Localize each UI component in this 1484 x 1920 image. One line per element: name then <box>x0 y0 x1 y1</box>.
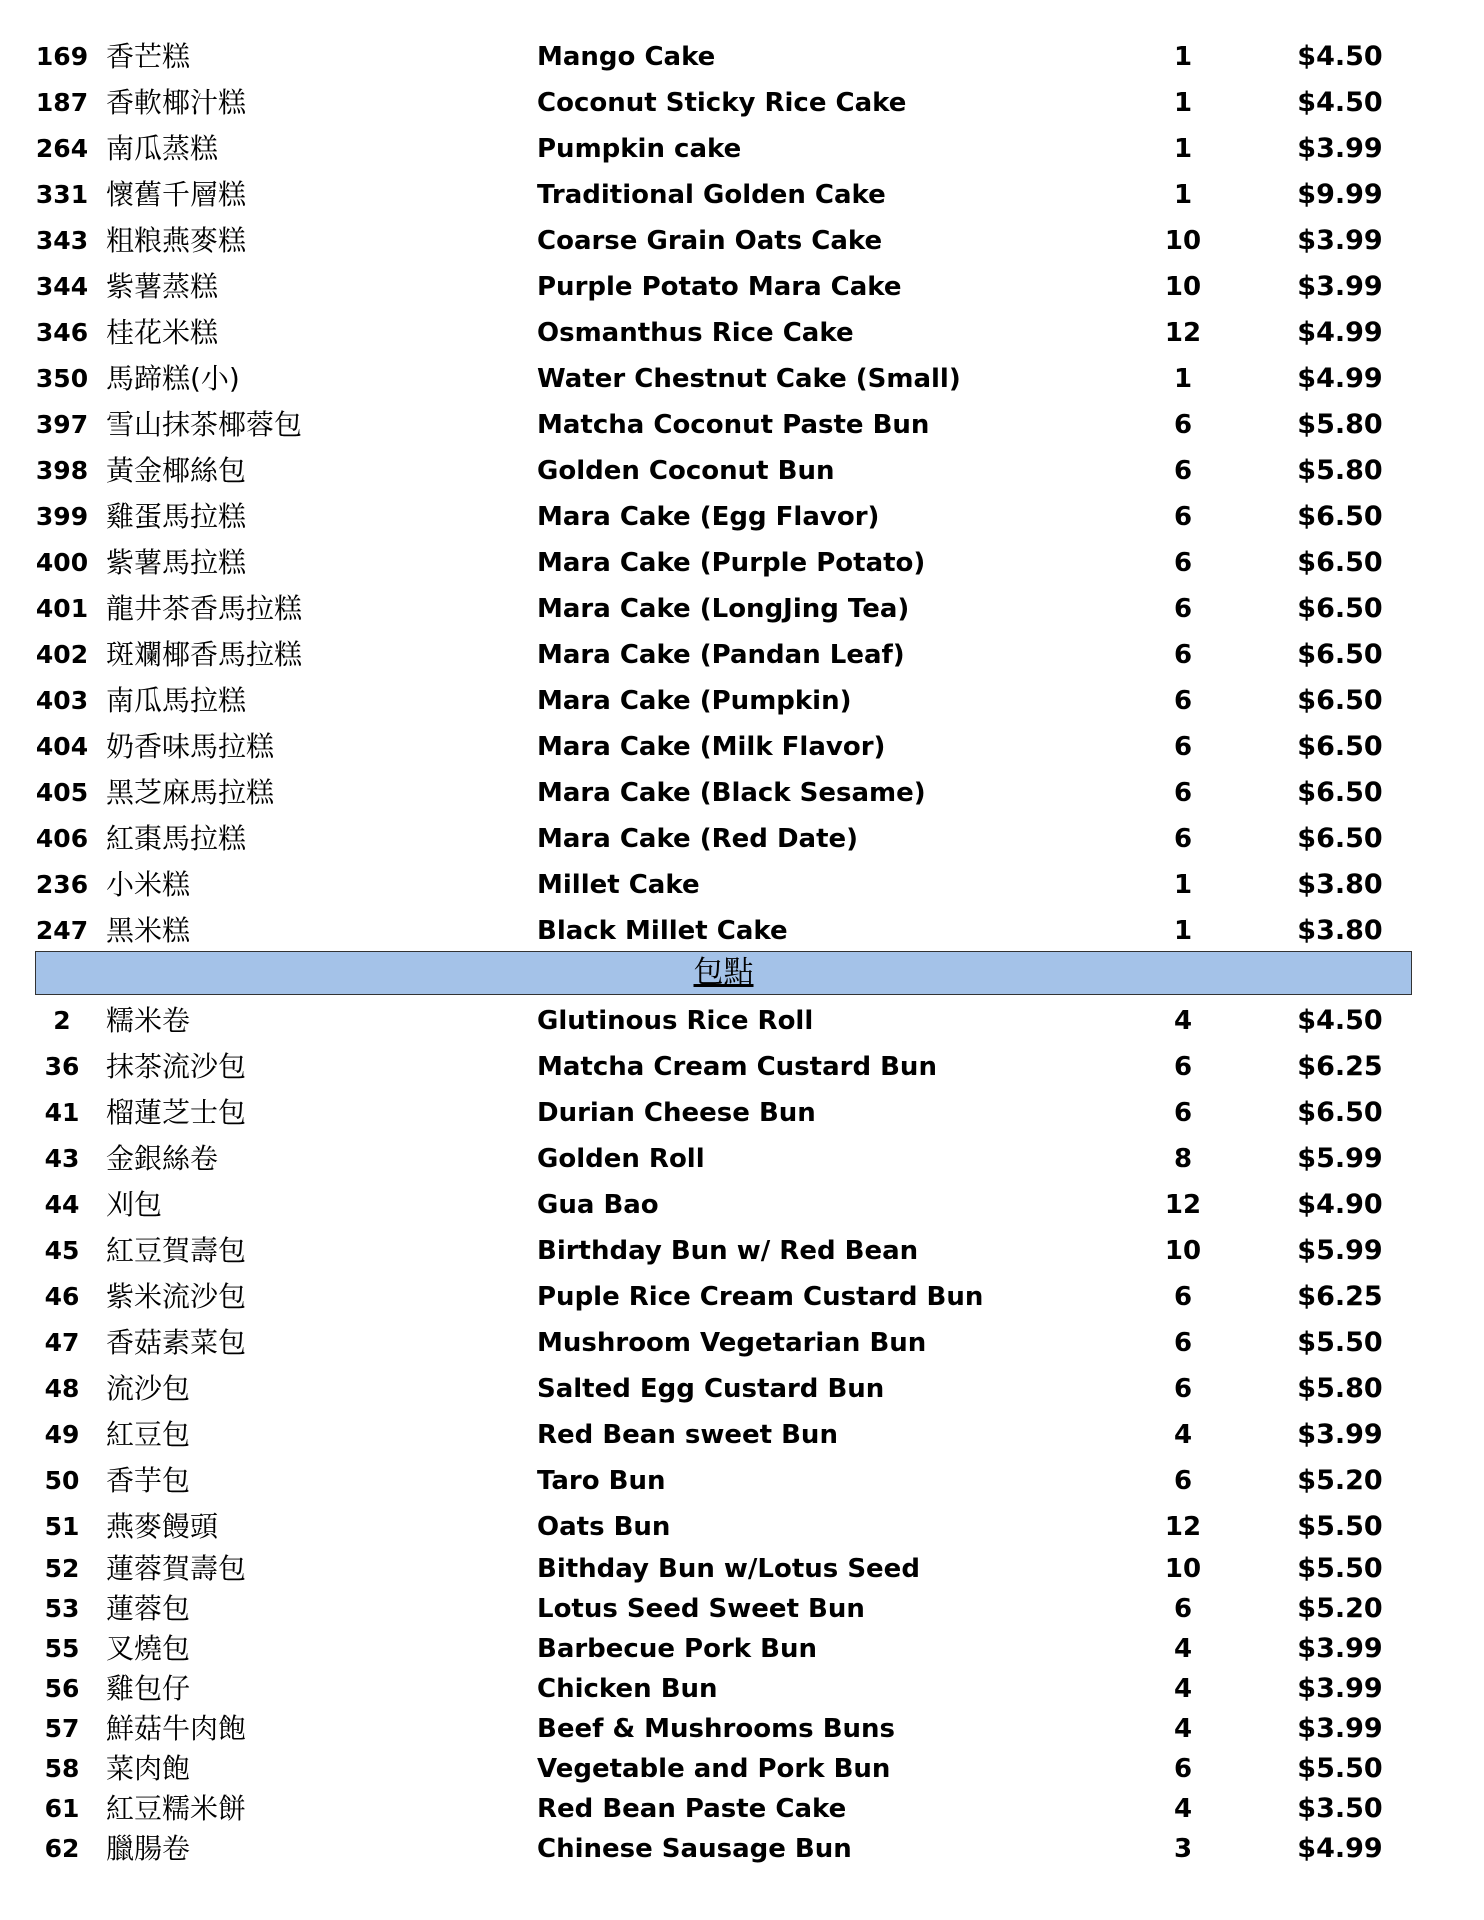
item-english-name: Barbecue Pork Bun <box>537 1634 817 1664</box>
item-price: $6.50 <box>1297 501 1383 532</box>
item-english-name: Coarse Grain Oats Cake <box>537 226 883 256</box>
item-number: 56 <box>44 1674 80 1703</box>
item-price: $6.50 <box>1297 639 1383 670</box>
item-chinese-name: 紅豆糯米餅 <box>106 1792 247 1825</box>
item-price: $3.80 <box>1297 869 1383 900</box>
item-chinese-name: 懷舊千層糕 <box>106 178 247 211</box>
item-price: $3.80 <box>1297 915 1383 946</box>
item-chinese-name: 刈包 <box>106 1188 163 1221</box>
item-quantity: 1 <box>1173 134 1193 164</box>
item-quantity: 4 <box>1173 1006 1193 1036</box>
item-english-name: Black Millet Cake <box>537 916 788 946</box>
item-quantity: 10 <box>1164 1554 1202 1584</box>
item-chinese-name: 蓮蓉賀壽包 <box>106 1552 247 1585</box>
item-english-name: Water Chestnut Cake (Small) <box>537 364 961 394</box>
menu-item-row <box>0 1706 1484 1746</box>
item-chinese-name: 香軟椰汁糕 <box>106 86 247 119</box>
item-chinese-name: 抹茶流沙包 <box>106 1050 247 1083</box>
menu-item-row <box>0 448 1484 494</box>
item-chinese-name: 馬蹄糕(小) <box>106 362 240 395</box>
item-price: $4.50 <box>1297 1005 1383 1036</box>
item-quantity: 6 <box>1173 1374 1193 1404</box>
menu-item-row <box>0 310 1484 356</box>
item-quantity: 6 <box>1173 548 1193 578</box>
menu-item-row <box>0 1546 1484 1586</box>
item-number: 47 <box>44 1328 80 1357</box>
item-price: $6.50 <box>1297 593 1383 624</box>
item-chinese-name: 蓮蓉包 <box>106 1592 191 1625</box>
item-number: 187 <box>35 88 89 117</box>
item-english-name: Chinese Sausage Bun <box>537 1834 852 1864</box>
item-quantity: 4 <box>1173 1794 1193 1824</box>
menu-item-row <box>0 80 1484 126</box>
item-quantity: 6 <box>1173 1282 1193 1312</box>
item-english-name: Traditional Golden Cake <box>537 180 886 210</box>
section-header-title: 包點 <box>693 955 754 990</box>
item-price: $4.50 <box>1297 41 1383 72</box>
item-english-name: Golden Coconut Bun <box>537 456 835 486</box>
item-quantity: 6 <box>1173 778 1193 808</box>
item-price: $3.99 <box>1297 133 1383 164</box>
item-chinese-name: 叉燒包 <box>106 1632 191 1665</box>
item-quantity: 6 <box>1173 1098 1193 1128</box>
menu-item-row <box>0 1458 1484 1504</box>
item-quantity: 12 <box>1164 318 1202 348</box>
item-chinese-name: 香芒糕 <box>106 40 191 73</box>
menu-item-row <box>0 34 1484 80</box>
item-quantity: 6 <box>1173 1594 1193 1624</box>
item-price: $6.50 <box>1297 547 1383 578</box>
item-english-name: Beef & Mushrooms Buns <box>537 1714 896 1744</box>
item-price: $6.50 <box>1297 731 1383 762</box>
item-english-name: Mara Cake (Milk Flavor) <box>537 732 886 762</box>
item-number: 400 <box>35 548 89 577</box>
item-chinese-name: 糯米卷 <box>106 1004 191 1037</box>
item-price: $3.50 <box>1297 1793 1383 1824</box>
menu-item-row <box>0 540 1484 586</box>
item-quantity: 12 <box>1164 1512 1202 1542</box>
item-quantity: 6 <box>1173 456 1193 486</box>
item-price: $5.20 <box>1297 1465 1383 1496</box>
item-chinese-name: 流沙包 <box>106 1372 191 1405</box>
menu-item-row <box>0 1090 1484 1136</box>
item-chinese-name: 黃金椰絲包 <box>106 454 247 487</box>
item-number: 399 <box>35 502 89 531</box>
item-english-name: Bithday Bun w/Lotus Seed <box>537 1554 920 1584</box>
menu-item-row <box>0 218 1484 264</box>
item-number: 403 <box>35 686 89 715</box>
item-chinese-name: 粗粮燕麥糕 <box>106 224 247 257</box>
item-quantity: 10 <box>1164 272 1202 302</box>
item-price: $5.99 <box>1297 1235 1383 1266</box>
item-number: 405 <box>35 778 89 807</box>
item-number: 61 <box>44 1794 80 1823</box>
item-number: 343 <box>35 226 89 255</box>
item-english-name: Puple Rice Cream Custard Bun <box>537 1282 984 1312</box>
item-chinese-name: 菜肉飽 <box>106 1752 191 1785</box>
item-chinese-name: 奶香味馬拉糕 <box>106 730 275 763</box>
item-quantity: 4 <box>1173 1674 1193 1704</box>
item-chinese-name: 紅豆賀壽包 <box>106 1234 247 1267</box>
item-quantity: 10 <box>1164 226 1202 256</box>
cakes-section <box>0 34 1484 954</box>
item-english-name: Millet Cake <box>537 870 700 900</box>
item-english-name: Gua Bao <box>537 1190 659 1220</box>
item-quantity: 1 <box>1173 364 1193 394</box>
item-chinese-name: 紅棗馬拉糕 <box>106 822 247 855</box>
item-english-name: Mara Cake (Red Date) <box>537 824 859 854</box>
section-header-band <box>35 951 1412 995</box>
menu-item-row <box>0 402 1484 448</box>
menu-item-row <box>0 1746 1484 1786</box>
menu-item-row <box>0 1182 1484 1228</box>
item-chinese-name: 紅豆包 <box>106 1418 191 1451</box>
item-quantity: 4 <box>1173 1714 1193 1744</box>
item-chinese-name: 雞包仔 <box>106 1672 191 1705</box>
item-quantity: 6 <box>1173 1052 1193 1082</box>
item-english-name: Red Bean Paste Cake <box>537 1794 847 1824</box>
item-price: $3.99 <box>1297 225 1383 256</box>
menu-item-row <box>0 816 1484 862</box>
item-price: $6.25 <box>1297 1051 1383 1082</box>
menu-item-row <box>0 172 1484 218</box>
buns-section <box>0 998 1484 1866</box>
item-english-name: Durian Cheese Bun <box>537 1098 816 1128</box>
menu-item-row <box>0 724 1484 770</box>
item-quantity: 6 <box>1173 502 1193 532</box>
item-chinese-name: 小米糕 <box>106 868 191 901</box>
item-quantity: 1 <box>1173 916 1193 946</box>
item-number: 401 <box>35 594 89 623</box>
item-price: $3.99 <box>1297 1673 1383 1704</box>
menu-item-row <box>0 1274 1484 1320</box>
menu-item-row <box>0 1366 1484 1412</box>
menu-item-row <box>0 356 1484 402</box>
item-price: $3.99 <box>1297 271 1383 302</box>
menu-item-row <box>0 1320 1484 1366</box>
item-english-name: Mara Cake (Pandan Leaf) <box>537 640 905 670</box>
item-price: $6.50 <box>1297 823 1383 854</box>
item-number: 397 <box>35 410 89 439</box>
item-chinese-name: 南瓜蒸糕 <box>106 132 219 165</box>
item-number: 49 <box>44 1420 80 1449</box>
menu-item-row <box>0 632 1484 678</box>
item-price: $9.99 <box>1297 179 1383 210</box>
item-price: $3.99 <box>1297 1419 1383 1450</box>
item-number: 48 <box>44 1374 80 1403</box>
menu-item-row <box>0 862 1484 908</box>
item-english-name: Osmanthus Rice Cake <box>537 318 854 348</box>
item-price: $6.50 <box>1297 777 1383 808</box>
item-quantity: 6 <box>1173 824 1193 854</box>
item-english-name: Vegetable and Pork Bun <box>537 1754 891 1784</box>
item-english-name: Red Bean sweet Bun <box>537 1420 838 1450</box>
item-number: 247 <box>35 916 89 945</box>
item-quantity: 12 <box>1164 1190 1202 1220</box>
menu-item-row <box>0 1228 1484 1274</box>
item-number: 331 <box>35 180 89 209</box>
item-chinese-name: 香菇素菜包 <box>106 1326 247 1359</box>
item-english-name: Mango Cake <box>537 42 716 72</box>
item-price: $6.50 <box>1297 685 1383 716</box>
item-chinese-name: 紫薯蒸糕 <box>106 270 219 303</box>
menu-item-row <box>0 586 1484 632</box>
item-number: 50 <box>44 1466 80 1495</box>
item-number: 46 <box>44 1282 80 1311</box>
item-english-name: Matcha Coconut Paste Bun <box>537 410 930 440</box>
item-chinese-name: 雪山抹茶椰蓉包 <box>106 408 303 441</box>
item-price: $5.99 <box>1297 1143 1383 1174</box>
item-number: 41 <box>44 1098 80 1127</box>
item-quantity: 6 <box>1173 1754 1193 1784</box>
item-price: $5.50 <box>1297 1753 1383 1784</box>
item-quantity: 1 <box>1173 42 1193 72</box>
item-price: $4.90 <box>1297 1189 1383 1220</box>
menu-item-row <box>0 678 1484 724</box>
item-number: 43 <box>44 1144 80 1173</box>
menu-item-row <box>0 126 1484 172</box>
item-price: $6.50 <box>1297 1097 1383 1128</box>
item-number: 51 <box>44 1512 80 1541</box>
item-number: 62 <box>44 1834 80 1863</box>
item-quantity: 6 <box>1173 1328 1193 1358</box>
item-price: $4.50 <box>1297 87 1383 118</box>
item-english-name: Mushroom Vegetarian Bun <box>537 1328 927 1358</box>
item-chinese-name: 黑芝麻馬拉糕 <box>106 776 275 809</box>
item-price: $5.80 <box>1297 409 1383 440</box>
item-quantity: 4 <box>1173 1420 1193 1450</box>
menu-item-row <box>0 494 1484 540</box>
item-english-name: Mara Cake (Egg Flavor) <box>537 502 880 532</box>
item-price: $5.20 <box>1297 1593 1383 1624</box>
item-number: 402 <box>35 640 89 669</box>
item-price: $6.25 <box>1297 1281 1383 1312</box>
item-english-name: Mara Cake (Black Sesame) <box>537 778 926 808</box>
item-number: 52 <box>44 1554 80 1583</box>
item-number: 36 <box>44 1052 80 1081</box>
item-chinese-name: 黑米糕 <box>106 914 191 947</box>
item-number: 264 <box>35 134 89 163</box>
menu-item-row <box>0 264 1484 310</box>
item-number: 169 <box>35 42 89 71</box>
item-english-name: Matcha Cream Custard Bun <box>537 1052 937 1082</box>
item-number: 404 <box>35 732 89 761</box>
item-number: 44 <box>44 1190 80 1219</box>
menu-item-row <box>0 1504 1484 1546</box>
menu-item-row <box>0 1666 1484 1706</box>
item-english-name: Pumpkin cake <box>537 134 742 164</box>
item-price: $4.99 <box>1297 1833 1383 1864</box>
item-number: 398 <box>35 456 89 485</box>
item-number: 2 <box>53 1006 71 1035</box>
item-price: $3.99 <box>1297 1713 1383 1744</box>
item-price: $5.80 <box>1297 455 1383 486</box>
item-number: 346 <box>35 318 89 347</box>
item-quantity: 8 <box>1173 1144 1193 1174</box>
item-number: 58 <box>44 1754 80 1783</box>
item-english-name: Mara Cake (Purple Potato) <box>537 548 926 578</box>
item-quantity: 1 <box>1173 180 1193 210</box>
item-price: $5.80 <box>1297 1373 1383 1404</box>
item-number: 45 <box>44 1236 80 1265</box>
item-chinese-name: 鮮菇牛肉飽 <box>106 1712 247 1745</box>
item-chinese-name: 雞蛋馬拉糕 <box>106 500 247 533</box>
item-quantity: 4 <box>1173 1634 1193 1664</box>
menu-item-row <box>0 1826 1484 1866</box>
item-number: 406 <box>35 824 89 853</box>
item-english-name: Mara Cake (Pumpkin) <box>537 686 852 716</box>
item-quantity: 6 <box>1173 410 1193 440</box>
menu-item-row <box>0 1044 1484 1090</box>
item-quantity: 3 <box>1173 1834 1193 1864</box>
item-english-name: Oats Bun <box>537 1512 671 1542</box>
item-price: $4.99 <box>1297 317 1383 348</box>
item-number: 236 <box>35 870 89 899</box>
item-english-name: Birthday Bun w/ Red Bean <box>537 1236 919 1266</box>
item-price: $4.99 <box>1297 363 1383 394</box>
item-quantity: 6 <box>1173 1466 1193 1496</box>
item-chinese-name: 香芋包 <box>106 1464 191 1497</box>
menu-item-row <box>0 998 1484 1044</box>
item-quantity: 6 <box>1173 686 1193 716</box>
item-number: 350 <box>35 364 89 393</box>
item-quantity: 6 <box>1173 594 1193 624</box>
item-quantity: 6 <box>1173 640 1193 670</box>
menu-item-row <box>0 1786 1484 1826</box>
item-price: $3.99 <box>1297 1633 1383 1664</box>
item-english-name: Golden Roll <box>537 1144 705 1174</box>
menu-item-row <box>0 908 1484 954</box>
item-number: 55 <box>44 1634 80 1663</box>
item-number: 344 <box>35 272 89 301</box>
item-chinese-name: 燕麥饅頭 <box>106 1510 219 1543</box>
item-quantity: 10 <box>1164 1236 1202 1266</box>
item-english-name: Purple Potato Mara Cake <box>537 272 902 302</box>
menu-item-row <box>0 1136 1484 1182</box>
item-price: $5.50 <box>1297 1327 1383 1358</box>
menu-item-row <box>0 1412 1484 1458</box>
item-chinese-name: 龍井茶香馬拉糕 <box>106 592 303 625</box>
item-quantity: 6 <box>1173 732 1193 762</box>
item-english-name: Salted Egg Custard Bun <box>537 1374 885 1404</box>
item-chinese-name: 紫米流沙包 <box>106 1280 247 1313</box>
item-chinese-name: 南瓜馬拉糕 <box>106 684 247 717</box>
item-quantity: 1 <box>1173 870 1193 900</box>
item-chinese-name: 臘腸卷 <box>106 1832 191 1865</box>
item-chinese-name: 斑斕椰香馬拉糕 <box>106 638 303 671</box>
item-number: 57 <box>44 1714 80 1743</box>
item-english-name: Lotus Seed Sweet Bun <box>537 1594 865 1624</box>
item-english-name: Chicken Bun <box>537 1674 718 1704</box>
item-english-name: Mara Cake (LongJing Tea) <box>537 594 910 624</box>
menu-item-row <box>0 1586 1484 1626</box>
menu-item-row <box>0 770 1484 816</box>
item-quantity: 1 <box>1173 88 1193 118</box>
item-english-name: Coconut Sticky Rice Cake <box>537 88 907 118</box>
item-chinese-name: 榴蓮芝士包 <box>106 1096 247 1129</box>
item-chinese-name: 紫薯馬拉糕 <box>106 546 247 579</box>
item-english-name: Taro Bun <box>537 1466 666 1496</box>
item-chinese-name: 金銀絲卷 <box>106 1142 219 1175</box>
item-number: 53 <box>44 1594 80 1623</box>
item-english-name: Glutinous Rice Roll <box>537 1006 814 1036</box>
item-chinese-name: 桂花米糕 <box>106 316 219 349</box>
menu-item-row <box>0 1626 1484 1666</box>
item-price: $5.50 <box>1297 1553 1383 1584</box>
item-price: $5.50 <box>1297 1511 1383 1542</box>
